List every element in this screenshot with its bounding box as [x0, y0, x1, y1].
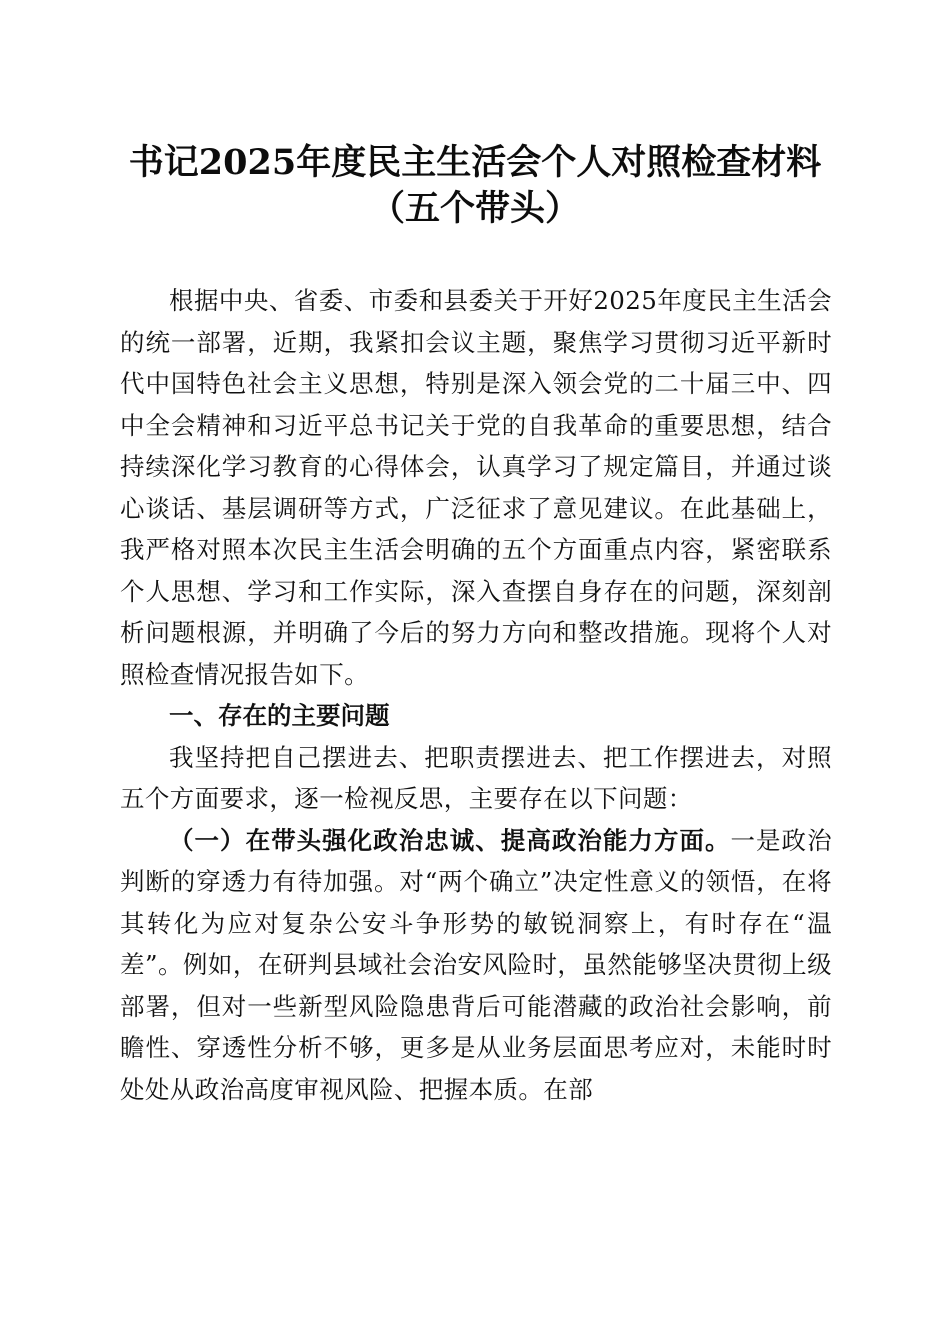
document-title [0, 140, 950, 232]
title-line-1: 书记2025年度民主生活会个人对照检查材料 [128, 142, 822, 183]
subsection-1-paragraph [120, 820, 832, 1111]
document-body [120, 280, 832, 1110]
intro-paragraph: 根据中央、省委、市委和县委关于开好2025年度民主生活会的统一部署，近期，我紧扣会议主题，聚焦学习贯彻习近平新时代中国特色社会主义思想，特别是深入领会党的二十届三中、四中全会精神和习近平总书记关于党的自我革命的重要思想，结合持续深化学习教育的心得体会，认真学习了规定篇目，并通过谈心谈话、基层调研等方式，广泛征求了意见建议。在此基础上，我严格对照本次民主生活会明确的五个方面重点内容，紧密联系个人思想、学习和工作实际，深入查摆自身存在的问题，深刻剖析问题根源，并明确了今后的努力方向和整改措施。现将个人对照检查情况报告如下。 [120, 286, 832, 689]
subsection-1-heading: （一）在带头强化政治忠诚、提高政治能力方面。 [169, 825, 731, 855]
subsection-1-text: 一是政治判断的穿透力有待加强。对“两个确立”决定性意义的领悟，在将其转化为应对复杂公安斗争形势的敏锐洞察上，有时存在“温差”。例如，在研判县域社会治安风险时，虽然能够坚决贯彻上级部署，但对一些新型风险隐患背后可能潜藏的政治社会影响，前瞻性、穿透性分析不够，更多是从业务层面思考应对，未能时时处处从政治高度审视风险、把握本质。在部 [120, 825, 832, 1104]
section-1-intro: 我坚持把自己摆进去、把职责摆进去、把工作摆进去，对照五个方面要求，逐一检视反思，主要存在以下问题： [120, 742, 832, 813]
section-1-heading: 一、存在的主要问题 [169, 701, 390, 730]
title-line-2: （五个带头） [369, 188, 580, 229]
